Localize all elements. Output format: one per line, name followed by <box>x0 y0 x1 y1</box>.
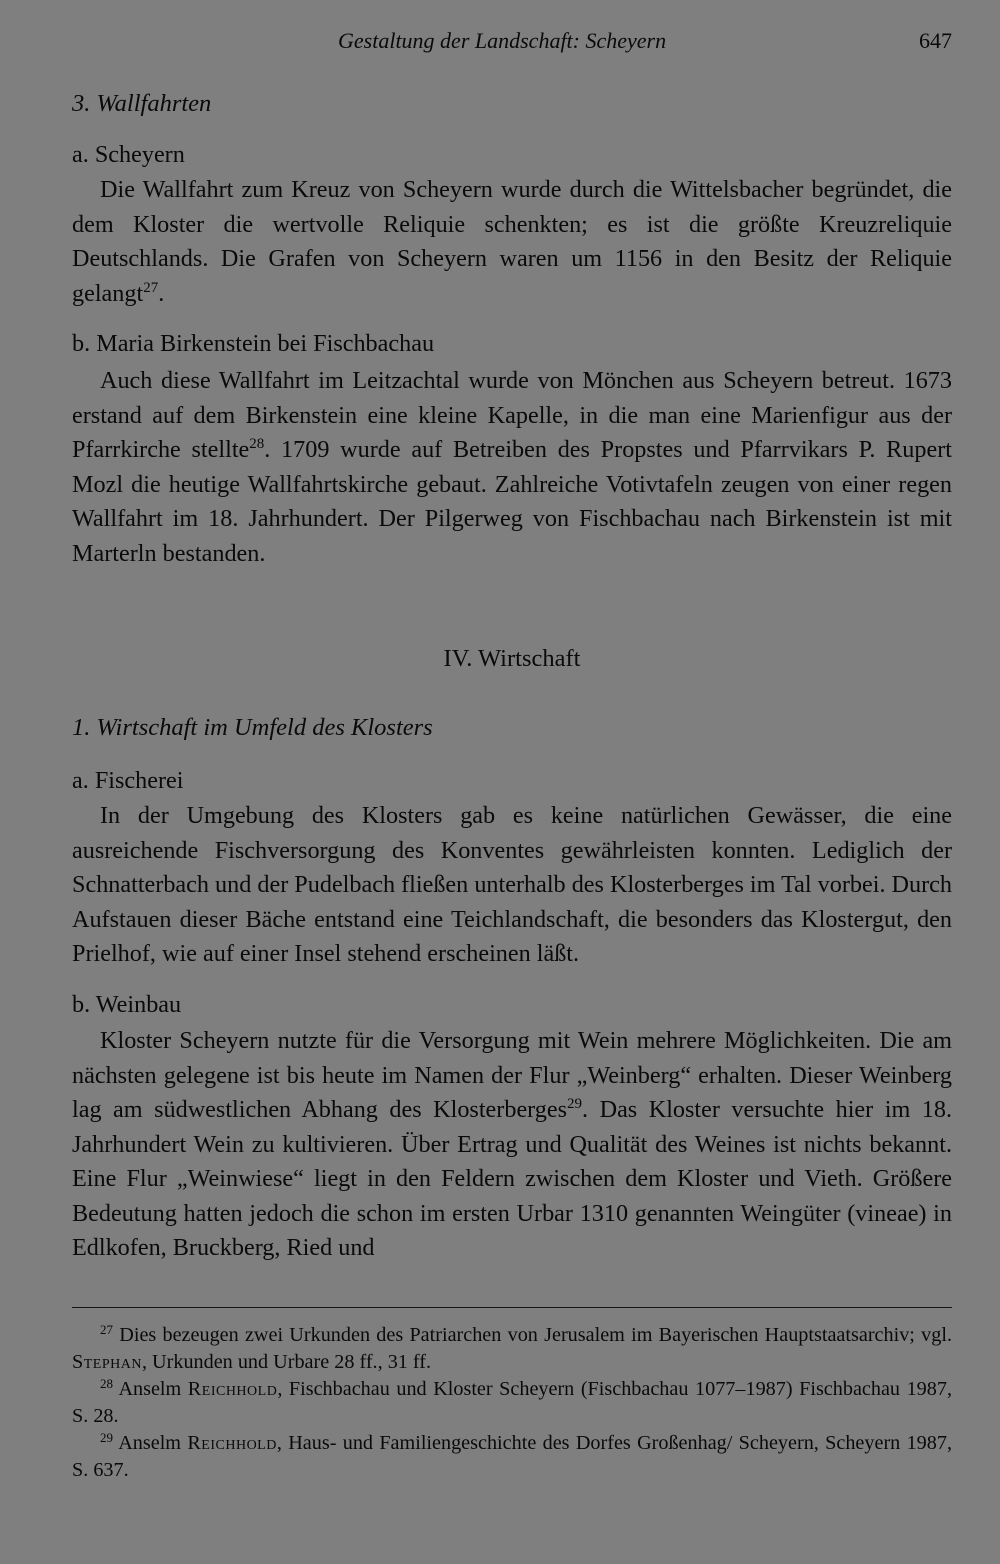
footnote-number: 29 <box>100 1430 113 1445</box>
running-head-title: Gestaltung der Landschaft: Scheyern <box>338 28 667 53</box>
paragraph-text: Kloster Scheyern nutzte für die Versorgung mit Wein mehrere Möglichkeiten. Die am nächsten gelegene ist bis heute im Namen der Flur „Weinberg“ erhalten. Dieser Weinberg lag am südwestlichen Abhang des Klosterberges <box>72 1027 952 1123</box>
paragraph-birkenstein <box>72 364 952 571</box>
paragraph-weinbau <box>72 1024 952 1266</box>
paragraph-text: . 1709 wurde auf Betreiben des Propstes und Pfarrvikars P. Rupert Mozl die heutige Wallfahrtskirche gebaut. Zahlreiche Votivtafeln zeugen von einer regen Wallfahrt im 18. Jahrhundert. Der Pilgerweg von Fischbachau nach Birkenstein ist mit Marterln bestanden. <box>72 436 952 567</box>
paragraph-text: In der Umgebung des Klosters gab es keine natürlichen Gewässer, die eine ausreichende Fischversorgung des Konventes gewährleisten konnten. Lediglich der Schnatterbach und der Pudelbach fließen unterhalb des Klosterberges im Tal vorbei. Durch Aufstauen dieser Bäche entstand eine Teichlandschaft, die besonders das Klostergut, den Prielhof, wie auf einer Insel stehend erscheinen läßt. <box>72 802 952 967</box>
footnote-text: Dies bezeugen zwei Urkunden des Patriarchen von Jerusalem im Bayerischen Hauptstaatsarchiv; vgl. <box>119 1324 952 1346</box>
paragraph-text: . <box>158 279 165 307</box>
paragraph-text: Auch diese Wallfahrt im Leitzachtal wurde von Mönchen aus Scheyern betreut. 1673 erstand auf dem Birkenstein eine kleine Kapelle, in die man eine Marienfigur aus der Pfarrkirche stellte <box>72 367 952 463</box>
section-heading-wallfahrten: 3. Wallfahrten <box>72 90 212 117</box>
paragraph-scheyern <box>72 173 952 311</box>
footnote-27 <box>72 1322 952 1376</box>
subheading-fischerei: a. Fischerei <box>72 767 184 794</box>
paragraph-text: Die Wallfahrt zum Kreuz von Scheyern wurde durch die Wittelsbacher begründet, die dem Kloster die wertvolle Reliquie schenkten; es ist die größte Kreuzreliquie Deutschlands. Die Grafen von Scheyern waren um 1156 in den Besitz der Reliquie gelangt <box>72 176 952 307</box>
footnote-author: Reichhold <box>187 1378 278 1400</box>
footnote-divider <box>72 1307 952 1308</box>
footnote-text: , Urkunden und Urbare 28 ff., 31 ff. <box>141 1351 432 1373</box>
chapter-title: IV. Wirtschaft <box>443 645 581 672</box>
footnote-number: 28 <box>100 1376 113 1391</box>
footnote-text: , Fischbachau und Kloster Scheyern (Fischbachau 1077–1987) Fischbachau 1987, S. 28. <box>72 1378 952 1427</box>
running-head <box>72 28 952 58</box>
footnote-28 <box>72 1376 952 1430</box>
footnote-text: Anselm <box>118 1378 188 1400</box>
footnotes <box>72 1322 952 1484</box>
paragraph-text: . Das Kloster versuchte hier im 18. Jahrhundert Wein zu kultivieren. Über Ertrag und Qualität des Weines ist nichts bekannt. Eine Flur „Weinwiese“ liegt in den Feldern zwischen dem Kloster und Vieth. Größere Bedeutung hatten jedoch die schon im ersten Urbar 1310 genannten Weingüter (vineae) in Edlkofen, Bruckberg, Ried und <box>72 1096 952 1261</box>
subheading-weinbau: b. Weinbau <box>72 991 182 1018</box>
footnote-ref: 27 <box>143 279 159 296</box>
footnote-29 <box>72 1430 952 1484</box>
footnote-author: Reichhold <box>187 1432 277 1454</box>
paragraph-fischerei <box>72 799 952 972</box>
subheading-birkenstein: b. Maria Birkenstein bei Fischbachau <box>72 330 435 357</box>
section-heading-wirtschaft: 1. Wirtschaft im Umfeld des Klosters <box>72 714 433 741</box>
footnote-number: 27 <box>100 1322 113 1337</box>
subheading-scheyern: a. Scheyern <box>72 141 185 168</box>
footnote-text: , Haus- und Familiengeschichte des Dorfes Großenhag/ Scheyern, Scheyern 1987, S. 637. <box>72 1432 952 1481</box>
page-number: 647 <box>919 28 952 53</box>
footnote-ref: 28 <box>249 436 265 452</box>
footnote-ref: 29 <box>567 1096 583 1112</box>
footnote-text: Anselm <box>118 1432 188 1454</box>
footnote-author: Stephan <box>72 1351 142 1373</box>
